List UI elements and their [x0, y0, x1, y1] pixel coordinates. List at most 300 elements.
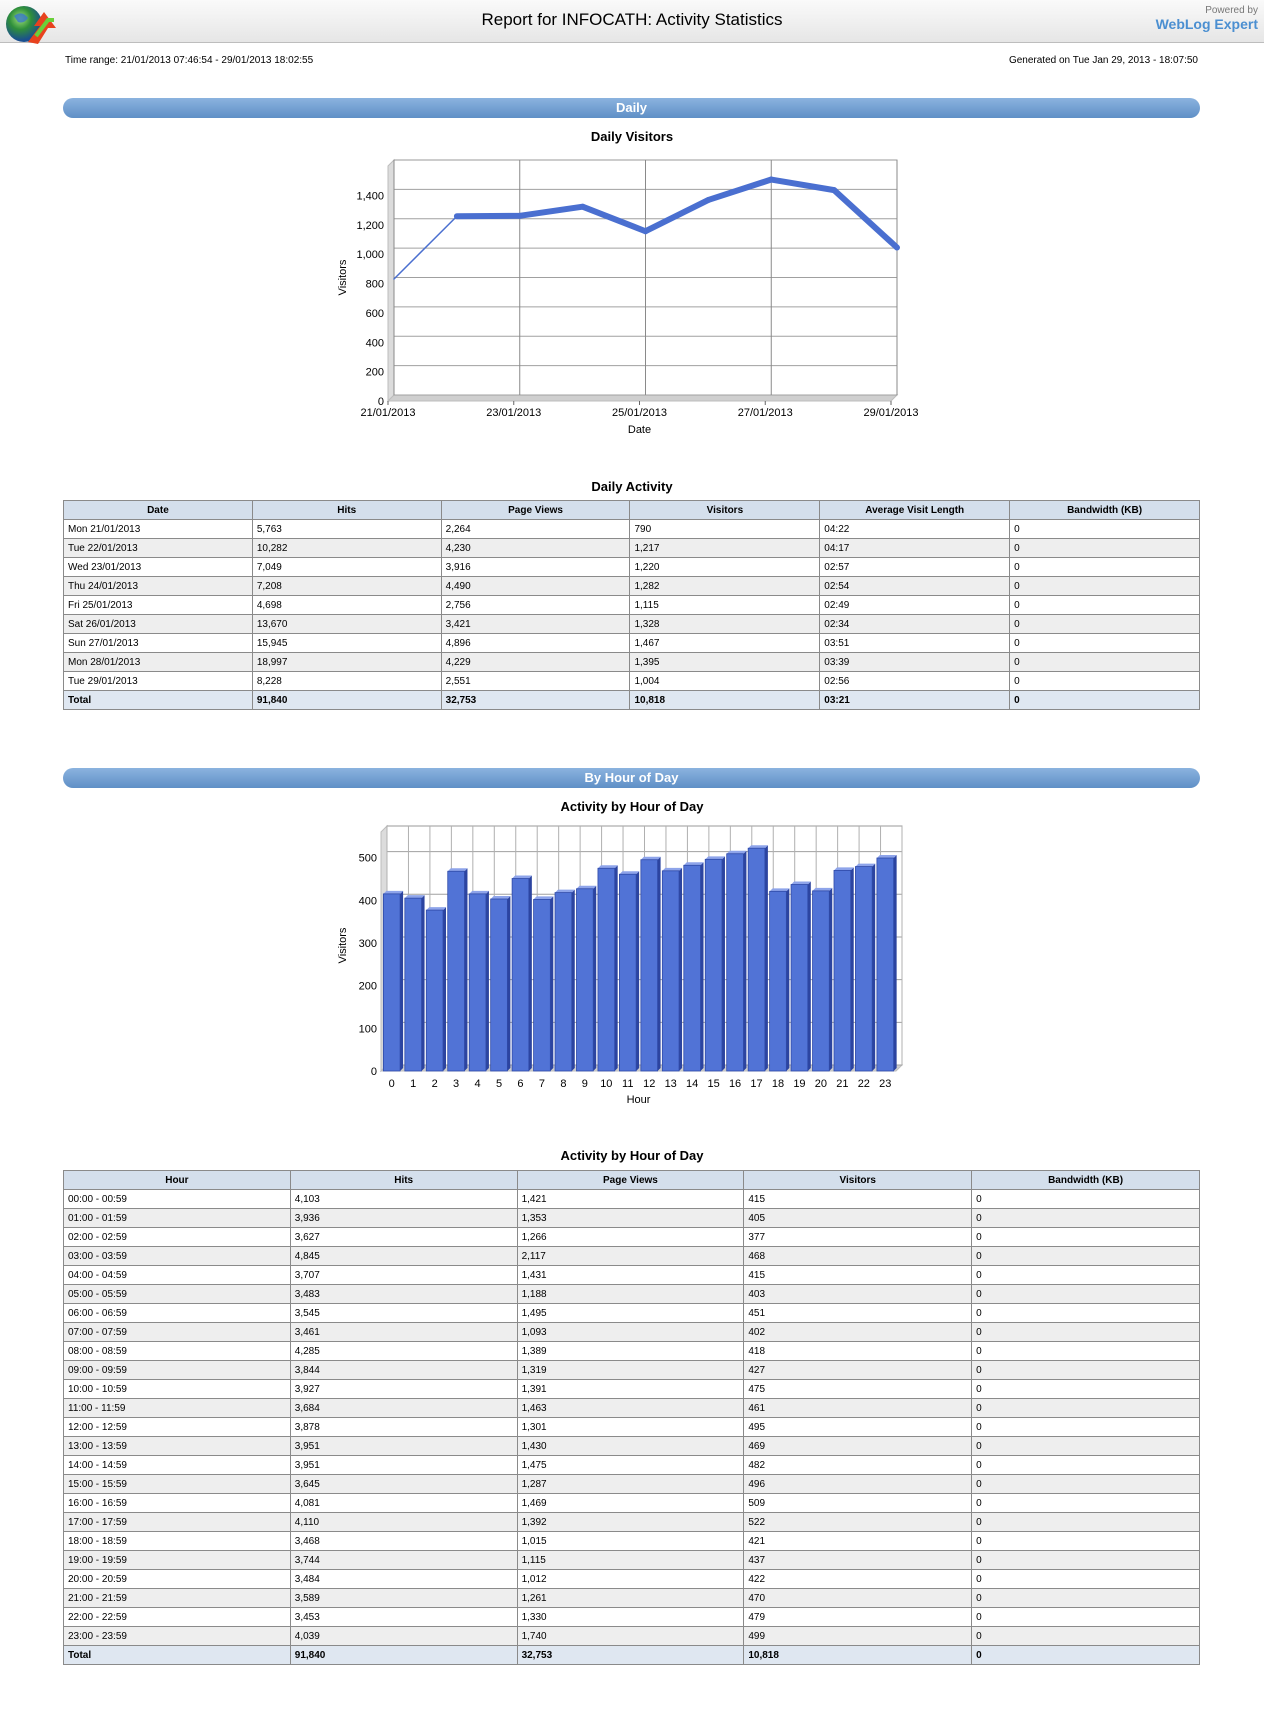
bar-top — [662, 868, 682, 871]
table-cell: 06:00 - 06:59 — [64, 1304, 291, 1323]
x-tick-label: 19 — [793, 1078, 806, 1090]
table-row — [64, 1228, 1200, 1247]
table-cell: 1,328 — [630, 615, 820, 634]
bar-side — [443, 907, 446, 1071]
table-row — [64, 1323, 1200, 1342]
table-row — [64, 1418, 1200, 1437]
table-title-hour: Activity by Hour of Day — [560, 1148, 704, 1163]
time-range: Time range: 21/01/2013 07:46:54 - 29/01/2013 18:02:55 — [65, 55, 314, 66]
table-cell: 1,475 — [517, 1456, 744, 1475]
table-cell: 437 — [744, 1551, 972, 1570]
x-tick-label: 21 — [836, 1078, 849, 1090]
y-tick-label: 100 — [358, 1023, 377, 1036]
bar-top — [555, 890, 575, 893]
table-cell: 10:00 - 10:59 — [64, 1380, 291, 1399]
y-axis-label: Visitors — [337, 259, 349, 296]
table-cell: 4,229 — [441, 653, 630, 672]
table-cell: 1,115 — [517, 1551, 744, 1570]
table-cell: 1,188 — [517, 1285, 744, 1304]
y-tick-label: 400 — [358, 895, 377, 908]
table-cell: 1,431 — [517, 1266, 744, 1285]
bar-top — [598, 865, 618, 868]
bar-side — [507, 896, 510, 1071]
x-tick-label: 23 — [879, 1078, 892, 1090]
bar — [684, 865, 701, 1071]
table-cell: 461 — [744, 1399, 972, 1418]
table-cell: 3,744 — [290, 1551, 517, 1570]
table-cell: 00:00 - 00:59 — [64, 1190, 291, 1209]
table-cell: 0 — [972, 1627, 1200, 1646]
bar-side — [422, 895, 425, 1071]
table-cell: 0 — [972, 1209, 1200, 1228]
bar — [705, 859, 722, 1071]
table-cell: 03:39 — [820, 653, 1010, 672]
table-cell: 32,753 — [517, 1646, 744, 1665]
y-tick-label: 0 — [370, 1066, 377, 1078]
table-cell: 3,627 — [290, 1228, 517, 1247]
table-cell: 5,763 — [252, 520, 441, 539]
table-cell: 1,093 — [517, 1323, 744, 1342]
table-cell: Total — [64, 691, 253, 710]
table-cell: 3,589 — [290, 1589, 517, 1608]
x-tick-label: 0 — [388, 1078, 395, 1090]
column-header: Date — [64, 501, 253, 520]
table-cell: 3,878 — [290, 1418, 517, 1437]
table-row — [64, 1361, 1200, 1380]
bar-top — [469, 891, 489, 894]
bar-top — [383, 891, 403, 894]
y-tick-label: 0 — [377, 396, 384, 408]
table-cell: 402 — [744, 1323, 972, 1342]
page-title: Report for INFOCATH: Activity Statistics — [481, 10, 783, 29]
table-cell: 0 — [972, 1266, 1200, 1285]
table-cell: 15,945 — [252, 634, 441, 653]
table-cell: 403 — [744, 1285, 972, 1304]
table-cell: 3,684 — [290, 1399, 517, 1418]
table-cell: 0 — [1010, 653, 1200, 672]
table-cell: 22:00 - 22:59 — [64, 1608, 291, 1627]
bar-side — [486, 891, 489, 1071]
table-cell: 0 — [1010, 672, 1200, 691]
table-cell: 1,392 — [517, 1513, 744, 1532]
bar-top — [705, 856, 725, 859]
table-row — [64, 1456, 1200, 1475]
table-cell: 03:51 — [820, 634, 1010, 653]
table-row — [64, 1570, 1200, 1589]
table-row — [64, 1190, 1200, 1209]
table-cell: 4,103 — [290, 1190, 517, 1209]
table-cell: 0 — [972, 1342, 1200, 1361]
bar-side — [593, 886, 596, 1071]
bar-top — [855, 864, 875, 867]
bar-side — [829, 888, 832, 1071]
table-row — [64, 1494, 1200, 1513]
bar-side — [658, 857, 661, 1071]
table-row — [64, 1627, 1200, 1646]
table-cell: 0 — [972, 1380, 1200, 1399]
table-row — [64, 1342, 1200, 1361]
bar — [662, 871, 679, 1071]
table-cell: 0 — [972, 1437, 1200, 1456]
table-cell: 04:00 - 04:59 — [64, 1266, 291, 1285]
hourly-activity-table — [63, 1170, 1200, 1665]
x-tick-label: 10 — [600, 1078, 613, 1090]
column-header: Visitors — [744, 1171, 972, 1190]
table-cell: 0 — [972, 1475, 1200, 1494]
table-cell: 3,916 — [441, 558, 630, 577]
table-cell: 4,490 — [441, 577, 630, 596]
table-cell: 0 — [1010, 539, 1200, 558]
table-row — [64, 1589, 1200, 1608]
table-cell: 2,551 — [441, 672, 630, 691]
bar-side — [722, 856, 725, 1071]
table-cell: 3,645 — [290, 1475, 517, 1494]
table-cell: 0 — [1010, 596, 1200, 615]
table-cell: 07:00 - 07:59 — [64, 1323, 291, 1342]
table-cell: 468 — [744, 1247, 972, 1266]
bar-side — [872, 864, 875, 1071]
bar-top — [491, 896, 511, 899]
column-header: Bandwidth (KB) — [972, 1171, 1200, 1190]
table-cell: 415 — [744, 1190, 972, 1209]
table-cell: 0 — [972, 1304, 1200, 1323]
table-cell: 02:54 — [820, 577, 1010, 596]
bar — [855, 867, 872, 1071]
table-cell: 7,208 — [252, 577, 441, 596]
bar — [426, 910, 443, 1071]
table-cell: 1,266 — [517, 1228, 744, 1247]
table-cell: 1,330 — [517, 1608, 744, 1627]
table-cell: Tue 22/01/2013 — [64, 539, 253, 558]
table-cell: 1,015 — [517, 1532, 744, 1551]
table-cell: 2,756 — [441, 596, 630, 615]
table-cell: Fri 25/01/2013 — [64, 596, 253, 615]
y-tick-label: 400 — [365, 337, 384, 350]
x-tick-label: 21/01/2013 — [360, 407, 416, 419]
table-cell: 02:34 — [820, 615, 1010, 634]
y-tick-label: 1,200 — [356, 219, 384, 232]
table-cell: 04:17 — [820, 539, 1010, 558]
table-cell: 1,430 — [517, 1437, 744, 1456]
table-cell: 02:00 - 02:59 — [64, 1228, 291, 1247]
table-cell: 2,264 — [441, 520, 630, 539]
table-cell: 0 — [972, 1494, 1200, 1513]
table-cell: 0 — [1010, 615, 1200, 634]
table-cell: 0 — [972, 1285, 1200, 1304]
table-cell: 3,844 — [290, 1361, 517, 1380]
column-header: Average Visit Length — [820, 501, 1010, 520]
table-row — [64, 1304, 1200, 1323]
x-tick-label: 23/01/2013 — [486, 407, 542, 419]
table-cell: 0 — [1010, 634, 1200, 653]
y-tick-label: 200 — [365, 366, 384, 379]
table-cell: 418 — [744, 1342, 972, 1361]
bar — [877, 858, 894, 1071]
bar-top — [426, 907, 446, 910]
table-row — [64, 1209, 1200, 1228]
table-cell: Tue 29/01/2013 — [64, 672, 253, 691]
table-cell: Mon 28/01/2013 — [64, 653, 253, 672]
table-cell: 91,840 — [252, 691, 441, 710]
table-cell: Sun 27/01/2013 — [64, 634, 253, 653]
table-cell: 4,039 — [290, 1627, 517, 1646]
table-cell: 1,287 — [517, 1475, 744, 1494]
x-axis-label: Date — [627, 424, 652, 436]
x-tick-label: 12 — [643, 1078, 656, 1090]
y-tick-label: 600 — [365, 307, 384, 320]
bar — [491, 899, 508, 1071]
table-cell: 469 — [744, 1437, 972, 1456]
table-cell: 405 — [744, 1209, 972, 1228]
table-cell: 3,951 — [290, 1456, 517, 1475]
table-cell: Total — [64, 1646, 291, 1665]
table-cell: 4,110 — [290, 1513, 517, 1532]
table-cell: 1,217 — [630, 539, 820, 558]
chart-title-hour: Activity by Hour of Day — [560, 799, 704, 814]
table-cell: 509 — [744, 1494, 972, 1513]
table-cell: 1,467 — [630, 634, 820, 653]
bar-top — [534, 896, 554, 899]
total-row — [64, 1646, 1200, 1665]
table-cell: 4,081 — [290, 1494, 517, 1513]
section-by-hour: By Hour of Day — [63, 768, 1200, 788]
bar-top — [877, 855, 897, 858]
table-cell: 11:00 - 11:59 — [64, 1399, 291, 1418]
x-tick-label: 27/01/2013 — [737, 407, 793, 419]
bar — [448, 871, 465, 1071]
x-tick-label: 7 — [538, 1078, 545, 1090]
bar — [791, 884, 808, 1071]
table-cell: 0 — [1010, 577, 1200, 596]
table-cell: 32,753 — [441, 691, 630, 710]
table-cell: 1,421 — [517, 1190, 744, 1209]
table-cell: 1,004 — [630, 672, 820, 691]
table-cell: Thu 24/01/2013 — [64, 577, 253, 596]
table-cell: 377 — [744, 1228, 972, 1247]
table-cell: 03:00 - 03:59 — [64, 1247, 291, 1266]
table-cell: 1,469 — [517, 1494, 744, 1513]
table-cell: 790 — [630, 520, 820, 539]
column-header: Page Views — [441, 501, 630, 520]
bar — [555, 893, 572, 1071]
y-tick-label: 500 — [358, 852, 377, 865]
x-tick-label: 1 — [410, 1078, 417, 1090]
column-header: Hits — [290, 1171, 517, 1190]
table-cell: 02:49 — [820, 596, 1010, 615]
y-tick-label: 1,400 — [356, 190, 384, 203]
x-tick-label: 17 — [750, 1078, 763, 1090]
table-cell: 422 — [744, 1570, 972, 1589]
table-cell: 8,228 — [252, 672, 441, 691]
brand-link[interactable]: WebLog Expert — [1155, 16, 1258, 32]
x-axis-label: Hour — [626, 1094, 651, 1106]
table-cell: 0 — [972, 1323, 1200, 1342]
bar-top — [641, 857, 661, 860]
table-cell: 470 — [744, 1589, 972, 1608]
table-cell: 1,395 — [630, 653, 820, 672]
table-cell: 7,049 — [252, 558, 441, 577]
table-cell: 3,951 — [290, 1437, 517, 1456]
bar — [748, 848, 765, 1071]
bar-side — [615, 865, 618, 1071]
bar — [598, 868, 615, 1071]
column-header: Visitors — [630, 501, 820, 520]
bar-top — [813, 888, 833, 891]
table-cell: 1,012 — [517, 1570, 744, 1589]
bar — [834, 870, 851, 1071]
x-tick-label: 2 — [431, 1078, 438, 1090]
table-cell: 0 — [972, 1551, 1200, 1570]
table-cell: 3,545 — [290, 1304, 517, 1323]
table-row — [64, 1608, 1200, 1627]
table-cell: 0 — [972, 1190, 1200, 1209]
table-title-daily: Daily Activity — [591, 479, 673, 494]
bar-top — [619, 871, 639, 874]
bar-side — [765, 845, 768, 1071]
table-cell: 3,483 — [290, 1285, 517, 1304]
table-cell: 3,707 — [290, 1266, 517, 1285]
table-cell: 0 — [972, 1247, 1200, 1266]
table-row — [64, 1247, 1200, 1266]
table-cell: 1,463 — [517, 1399, 744, 1418]
table-cell: 10,818 — [630, 691, 820, 710]
bar-side — [550, 896, 553, 1071]
bar — [405, 898, 422, 1071]
bar-side — [851, 867, 854, 1071]
table-cell: 13,670 — [252, 615, 441, 634]
table-row — [64, 1437, 1200, 1456]
table-row — [64, 1266, 1200, 1285]
section-daily: Daily — [63, 98, 1200, 118]
bar-side — [786, 888, 789, 1071]
bar-side — [464, 868, 467, 1071]
table-cell: 0 — [972, 1228, 1200, 1247]
x-tick-label: 18 — [771, 1078, 785, 1090]
table-cell: 10,282 — [252, 539, 441, 558]
table-cell: 1,319 — [517, 1361, 744, 1380]
x-tick-label: 6 — [517, 1078, 524, 1090]
table-cell: 09:00 - 09:59 — [64, 1361, 291, 1380]
chart-title-daily: Daily Visitors — [590, 129, 674, 144]
bar — [619, 874, 636, 1071]
table-cell: 0 — [972, 1513, 1200, 1532]
bar — [813, 891, 830, 1071]
table-row — [64, 1475, 1200, 1494]
table-cell: 0 — [1010, 520, 1200, 539]
x-tick-label: 3 — [453, 1078, 460, 1090]
table-cell: 0 — [972, 1418, 1200, 1437]
table-cell: 0 — [972, 1608, 1200, 1627]
x-tick-label: 20 — [814, 1078, 828, 1090]
table-cell: 3,453 — [290, 1608, 517, 1627]
table-cell: 475 — [744, 1380, 972, 1399]
x-tick-label: 15 — [707, 1078, 720, 1090]
table-cell: 02:57 — [820, 558, 1010, 577]
bar — [727, 854, 744, 1071]
powered-by-label: Powered by — [1205, 5, 1258, 16]
table-cell: 479 — [744, 1608, 972, 1627]
table-row — [64, 1513, 1200, 1532]
table-cell: 522 — [744, 1513, 972, 1532]
x-tick-label: 5 — [495, 1078, 503, 1090]
table-cell: 1,220 — [630, 558, 820, 577]
bar-side — [808, 881, 811, 1071]
bar-top — [834, 867, 854, 870]
table-cell: 1,115 — [630, 596, 820, 615]
y-axis-label: Visitors — [337, 927, 349, 964]
table-cell: 4,845 — [290, 1247, 517, 1266]
table-cell: 12:00 - 12:59 — [64, 1418, 291, 1437]
table-cell: 421 — [744, 1532, 972, 1551]
table-cell: 1,261 — [517, 1589, 744, 1608]
bar-top — [727, 851, 747, 854]
bar-side — [529, 876, 532, 1071]
table-row — [64, 1532, 1200, 1551]
table-cell: Sat 26/01/2013 — [64, 615, 253, 634]
table-cell: 05:00 - 05:59 — [64, 1285, 291, 1304]
table-row — [64, 1285, 1200, 1304]
table-cell: 0 — [972, 1399, 1200, 1418]
table-cell: 482 — [744, 1456, 972, 1475]
y-tick-label: 800 — [365, 278, 384, 291]
table-cell: 91,840 — [290, 1646, 517, 1665]
table-cell: 0 — [972, 1589, 1200, 1608]
table-cell: 08:00 - 08:59 — [64, 1342, 291, 1361]
bar — [770, 891, 787, 1071]
column-header: Bandwidth (KB) — [1010, 501, 1200, 520]
bar-side — [572, 890, 575, 1071]
table-cell: 23:00 - 23:59 — [64, 1627, 291, 1646]
x-tick-label: 9 — [581, 1078, 588, 1090]
bar-side — [400, 891, 403, 1071]
table-cell: 16:00 - 16:59 — [64, 1494, 291, 1513]
bar — [469, 894, 486, 1071]
table-cell: 0 — [972, 1361, 1200, 1380]
table-cell: 13:00 - 13:59 — [64, 1437, 291, 1456]
bar — [641, 860, 658, 1071]
bar — [383, 894, 400, 1071]
table-cell: 3,461 — [290, 1323, 517, 1342]
table-cell: 4,896 — [441, 634, 630, 653]
table-cell: 1,495 — [517, 1304, 744, 1323]
table-cell: Mon 21/01/2013 — [64, 520, 253, 539]
y-tick-label: 300 — [358, 937, 377, 950]
table-cell: 1,353 — [517, 1209, 744, 1228]
table-cell: 4,698 — [252, 596, 441, 615]
table-cell: 02:56 — [820, 672, 1010, 691]
table-cell: 3,927 — [290, 1380, 517, 1399]
table-cell: 4,285 — [290, 1342, 517, 1361]
bar-side — [743, 851, 746, 1071]
table-cell: 1,301 — [517, 1418, 744, 1437]
bar-top — [684, 862, 704, 865]
x-tick-label: 25/01/2013 — [611, 407, 668, 419]
column-header: Page Views — [517, 1171, 744, 1190]
x-tick-label: 22 — [857, 1078, 870, 1090]
bar-side — [894, 855, 897, 1071]
bar-side — [679, 868, 682, 1071]
table-cell: 3,936 — [290, 1209, 517, 1228]
table-cell: 0 — [1010, 558, 1200, 577]
table-cell: 427 — [744, 1361, 972, 1380]
table-cell: 15:00 - 15:59 — [64, 1475, 291, 1494]
column-header: Hits — [252, 501, 441, 520]
bar-top — [405, 895, 425, 898]
table-cell: 18,997 — [252, 653, 441, 672]
table-cell: 0 — [972, 1646, 1200, 1665]
x-tick-label: 11 — [622, 1078, 634, 1090]
table-cell: 0 — [972, 1570, 1200, 1589]
